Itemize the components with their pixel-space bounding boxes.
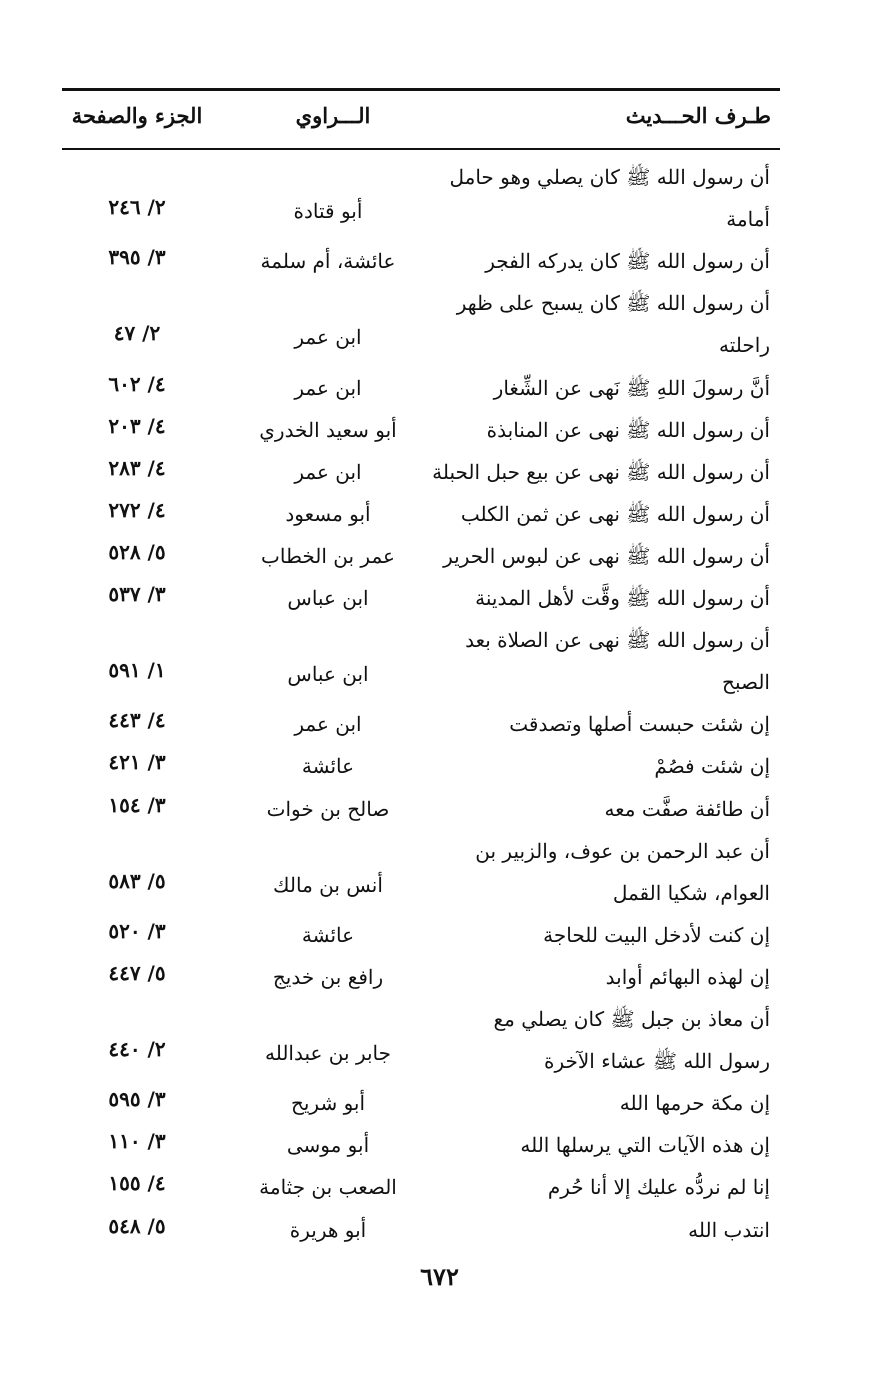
header-ref: الجزء والصفحة: [71, 103, 203, 128]
hadith-text: إن لهذه البهائم أوابد: [605, 964, 770, 989]
hadith-text: أن رسول الله ﷺ نهى عن الصلاة بعد: [465, 628, 770, 653]
hadith-text: أن رسول الله ﷺ نهى عن لبوس الحرير: [443, 543, 770, 568]
hadith-text: أن رسول الله ﷺ نهى عن ثمن الكلب: [460, 501, 770, 526]
volume-page-ref: ٣/ ٥٩٥: [108, 1087, 166, 1112]
hadith-text: أمامة: [726, 207, 770, 232]
volume-page-ref: ٣/ ٥٢٠: [108, 918, 166, 943]
hadith-text: أن رسول الله ﷺ كان يسبح على ظهر: [456, 291, 770, 316]
narrator: ابن عباس: [287, 586, 369, 610]
hadith-text: رسول الله ﷺ عشاء الآخرة: [544, 1049, 770, 1074]
hadith-text: أن رسول الله ﷺ نهى عن بيع حبل الحبلة: [432, 459, 770, 484]
narrator: ابن عباس: [287, 662, 369, 687]
volume-page-ref: ٤/ ٢٧٢: [108, 497, 166, 522]
volume-page-ref: ٣/ ٥٣٧: [108, 582, 166, 606]
hadith-text: أن طائفة صفَّت معه: [604, 796, 770, 821]
narrator: رافع بن خديج: [272, 964, 384, 989]
hadith-text: أن رسول الله ﷺ نهى عن المنابذة: [486, 417, 770, 442]
hadith-text: أن معاذ بن جبل ﷺ كان يصلي مع: [493, 1007, 770, 1031]
narrator: عائشة: [301, 754, 355, 779]
hadith-text: أن عبد الرحمن بن عوف، والزبير بن: [475, 838, 770, 863]
narrator: الصعب بن جثامة: [259, 1175, 397, 1200]
hadith-text: أن رسول الله ﷺ وقَّت لأهل المدينة: [475, 586, 770, 610]
narrator: ابن عمر: [294, 459, 362, 484]
narrator: ابن عمر: [294, 712, 362, 737]
volume-page-ref: ٤/ ١٥٥: [108, 1171, 166, 1196]
volume-page-ref: ٣/ ٣٩٥: [108, 245, 166, 270]
volume-page-ref: ٢/ ٢٤٦: [108, 195, 166, 220]
volume-page-ref: ٣/ ١٥٤: [108, 792, 166, 817]
hadith-text: إن هذه الآيات التي يرسلها الله: [520, 1133, 770, 1158]
page-number: ٦٧٢: [420, 1262, 459, 1291]
narrator: جابر بن عبدالله: [264, 1041, 392, 1066]
narrator: أبو مسعود: [285, 501, 371, 526]
narrator: أبو موسى: [286, 1133, 370, 1158]
volume-page-ref: ٣/ ٤٢١: [108, 750, 166, 775]
volume-page-ref: ٢/ ٤٧: [113, 321, 161, 346]
volume-page-ref: ٥/ ٤٤٧: [108, 960, 166, 985]
volume-page-ref: ٤/ ٦٠٢: [108, 371, 166, 396]
narrator: عمر بن الخطاب: [261, 543, 395, 568]
narrator: أنس بن مالك: [273, 872, 383, 897]
hadith-text: إنا لم نردُّه عليك إلا أنا حُرم: [547, 1175, 770, 1200]
hadith-text: الصبح: [722, 670, 770, 695]
hadith-text: راحلته: [719, 333, 770, 358]
narrator: صالح بن خوات: [266, 796, 390, 821]
volume-page-ref: ٤/ ٢٨٣: [108, 455, 166, 480]
volume-page-ref: ٤/ ٤٤٣: [108, 708, 166, 733]
volume-page-ref: ٥/ ٥٤٨: [108, 1213, 166, 1238]
header-narrator: الـــراوي: [295, 103, 371, 128]
hadith-text: أنَّ رسولَ اللهِ ﷺ نَهى عن الشِّغار: [493, 375, 770, 400]
volume-page-ref: ٣/ ١١٠: [108, 1129, 166, 1154]
narrator: أبو سعيد الخدري: [259, 417, 397, 442]
volume-page-ref: ١/ ٥٩١: [108, 658, 166, 683]
volume-page-ref: ٤/ ٢٠٣: [108, 413, 166, 438]
narrator: أبو شريح: [290, 1091, 366, 1116]
hadith-text: أن رسول الله ﷺ كان يصلي وهو حامل: [449, 165, 770, 189]
volume-page-ref: ٥/ ٥٢٨: [108, 539, 166, 564]
volume-page-ref: ٢/ ٤٤٠: [108, 1037, 166, 1062]
narrator: عائشة، أم سلمة: [260, 249, 396, 274]
hadith-text: إن مكة حرمها الله: [619, 1091, 770, 1116]
hadith-text: العوام، شكيا القمل: [612, 880, 770, 905]
volume-page-ref: ٥/ ٥٨٣: [108, 868, 166, 893]
header-hadith: طـرف الحـــديث: [625, 103, 771, 128]
narrator: أبو هريرة: [289, 1217, 367, 1242]
hadith-index-table: [62, 150, 780, 1250]
narrator: ابن عمر: [294, 325, 362, 350]
hadith-text: انتدب الله: [688, 1217, 770, 1242]
narrator: أبو قتادة: [293, 199, 363, 224]
narrator: ابن عمر: [294, 375, 362, 400]
hadith-text: إن شئت فصُمْ: [654, 754, 770, 779]
hadith-text: إن شئت حبست أصلها وتصدقت: [509, 712, 770, 737]
hadith-text: إن كنت لأدخل البيت للحاجة: [543, 922, 770, 947]
hadith-text: أن رسول الله ﷺ كان يدركه الفجر: [485, 249, 770, 274]
narrator: عائشة: [301, 922, 355, 947]
top-rule: [62, 88, 780, 91]
